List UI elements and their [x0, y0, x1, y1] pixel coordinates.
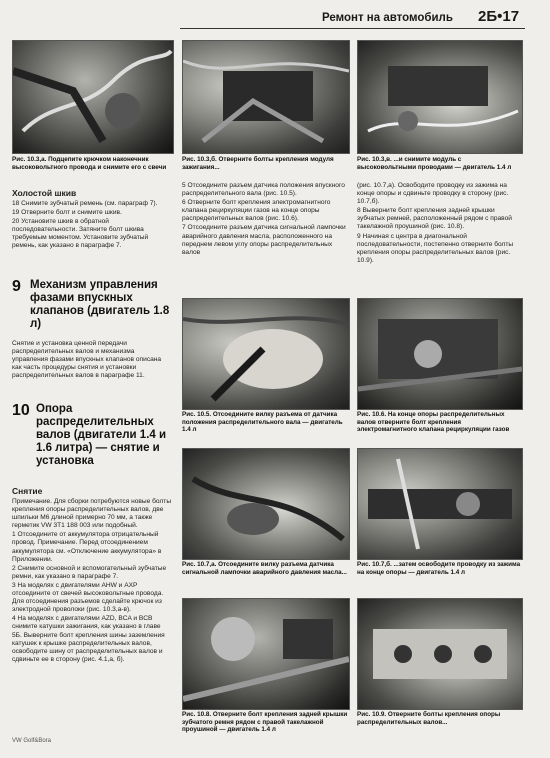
- removal-note: Примечание. Для сборки потребуются новые болты крепления опоры распределительных валов, две шпильки М6 длиной примерно 70 мм, а также герметик VW 3Т1 188 003 или подобный.: [12, 498, 172, 530]
- photo-fig-10-6: [357, 298, 523, 410]
- caption-fig-10-7b: Рис. 10.7,б. ...затем освободите проводку из зажима на конце опоры — двигатель 1.4 л: [357, 561, 521, 576]
- caption-fig-10-3v: Рис. 10.3,в. ...и снимите модуль с высоковольтными проводами — двигатель 1.4 л: [357, 156, 512, 171]
- middle-step: 6 Отверните болт крепления электромагнитного клапана рециркуляции газов на конце опоры распределительных валов (рис. 10.6).: [182, 199, 331, 223]
- caption-fig-10-6: Рис. 10.6. На конце опоры распределительных валов отверните болт крепления электромагнитного клапана рециркуляции газов: [357, 411, 510, 434]
- removal-step: 4 На моделях с двигателями AZD, BCA и BCB снимите катушки зажигания, как указано в главе 5Б. Выверните болт крепления шины заземления катушек к крышке распределительных валов, освободите шину от распределительных валов и сдвиньте ее в сторону (рис. 4.1,а, б).: [12, 615, 165, 663]
- section-9-text: Снятие и установка ценной передачи распределительных валов и механизма управления фазами впускных клапанов описана как часть процедуры снятия и установки распределительных валов в параграфе 11.: [12, 340, 162, 380]
- photo-fig-10-3b: [182, 40, 350, 154]
- subsection-pulley-heading: Холостой шкив: [12, 188, 77, 198]
- page-number: 2Б•17: [478, 8, 520, 25]
- removal-step: 3 На моделях с двигателями AHW и AXP отсоедините от свечей высоковольтные провода. Для отсоединения разъемов сделайте крючок из электродной проволоки (рис. 10.3,а-в).: [12, 581, 164, 614]
- photo-fig-10-5: [182, 298, 350, 410]
- photo-fig-10-7a: [182, 448, 350, 560]
- right-step: 9 Начиная с центра в диагональной последовательности, постепенно отверните болты крепления опоры распределительных валов (рис. 10.9).: [357, 232, 514, 264]
- right-text: [357, 182, 521, 266]
- photo-fig-10-8: [182, 598, 350, 710]
- caption-fig-10-3a: Рис. 10.3,а. Подцепите крючком наконечник высоковольтного провода и снимите его с свечи: [12, 156, 167, 171]
- pulley-text: [12, 200, 172, 252]
- pulley-step: 20 Установите шкив в обратной последовательности. Затяните болт шкива требуемым моментом. Установите зубчатый ремень, как указано в параграфе 7.: [12, 218, 149, 250]
- photo-fig-10-7b: [357, 448, 523, 560]
- section-10-number: 10: [12, 402, 30, 419]
- running-header-title: Ремонт на автомобиль: [322, 12, 453, 24]
- right-step: (рис. 10.7,а). Освободите проводку из зажима на конце опоры и сдвиньте проводку в сторону (рис. 10.7,б).: [357, 182, 509, 206]
- caption-fig-10-5: Рис. 10.5. Отсоедините вилку разъема от датчика положения распределительного вала — двигатель 1.4 л: [182, 411, 343, 434]
- caption-fig-10-7a: Рис. 10.7,а. Отсоедините вилку разъема датчика сигнальной лампочки аварийного давления масла...: [182, 561, 347, 576]
- removal-step: 1 Отсоедините от аккумулятора отрицательный провод. Примечание. Перед отсоединением аккумулятора см. «Отключение аккумулятора» в Приложении.: [12, 531, 162, 563]
- photo-fig-10-9: [357, 598, 523, 710]
- footer-book-title: VW Golf&Bora: [12, 738, 52, 744]
- right-step: 8 Выверните болт крепления задней крышки зубчатых ремней, расположенный рядом с правой такелажной проушиной (рис. 10.8).: [357, 207, 512, 231]
- caption-fig-10-3b: Рис. 10.3,б. Отверните болты крепления модуля зажигания...: [182, 156, 334, 171]
- removal-heading: Снятие: [12, 486, 43, 496]
- middle-text: [182, 182, 348, 258]
- middle-step: 7 Отсоедините разъем датчика сигнальной лампочки аварийного давления масла, расположенного на переднем левом углу опоры распределительных валов: [182, 224, 346, 256]
- photo-fig-10-3a: [12, 40, 174, 154]
- section-9-number: 9: [12, 278, 21, 295]
- removal-step: 2 Снимите основной и вспомогательный зубчатые ремни, как указано в параграфе 7.: [12, 564, 167, 580]
- section-9-title: Механизм управления фазами впускных клапанов (двигатель 1.8 л): [30, 279, 170, 330]
- removal-text: [12, 498, 172, 665]
- header-rule: [180, 28, 525, 29]
- photo-fig-10-3v: [357, 40, 523, 154]
- pulley-step: 19 Отверните болт и снимите шкив.: [12, 209, 122, 217]
- pulley-step: 18 Снимите зубчатый ремень (см. параграф 7).: [12, 200, 158, 207]
- middle-step: 5 Отсоедините разъем датчика положения впускного распределительного вала (рис. 10.5).: [182, 182, 345, 198]
- caption-fig-10-8: Рис. 10.8. Отверните болт крепления задней крышки зубчатого ремня рядом с правой такелажной проушиной — двигатель 1.4 л: [182, 711, 348, 734]
- caption-fig-10-9: Рис. 10.9. Отверните болты крепления опоры распределительных валов...: [357, 711, 501, 726]
- section-10-title: Опора распределительных валов (двигатели 1.4 и 1.6 литра) — снятие и установка: [36, 403, 167, 467]
